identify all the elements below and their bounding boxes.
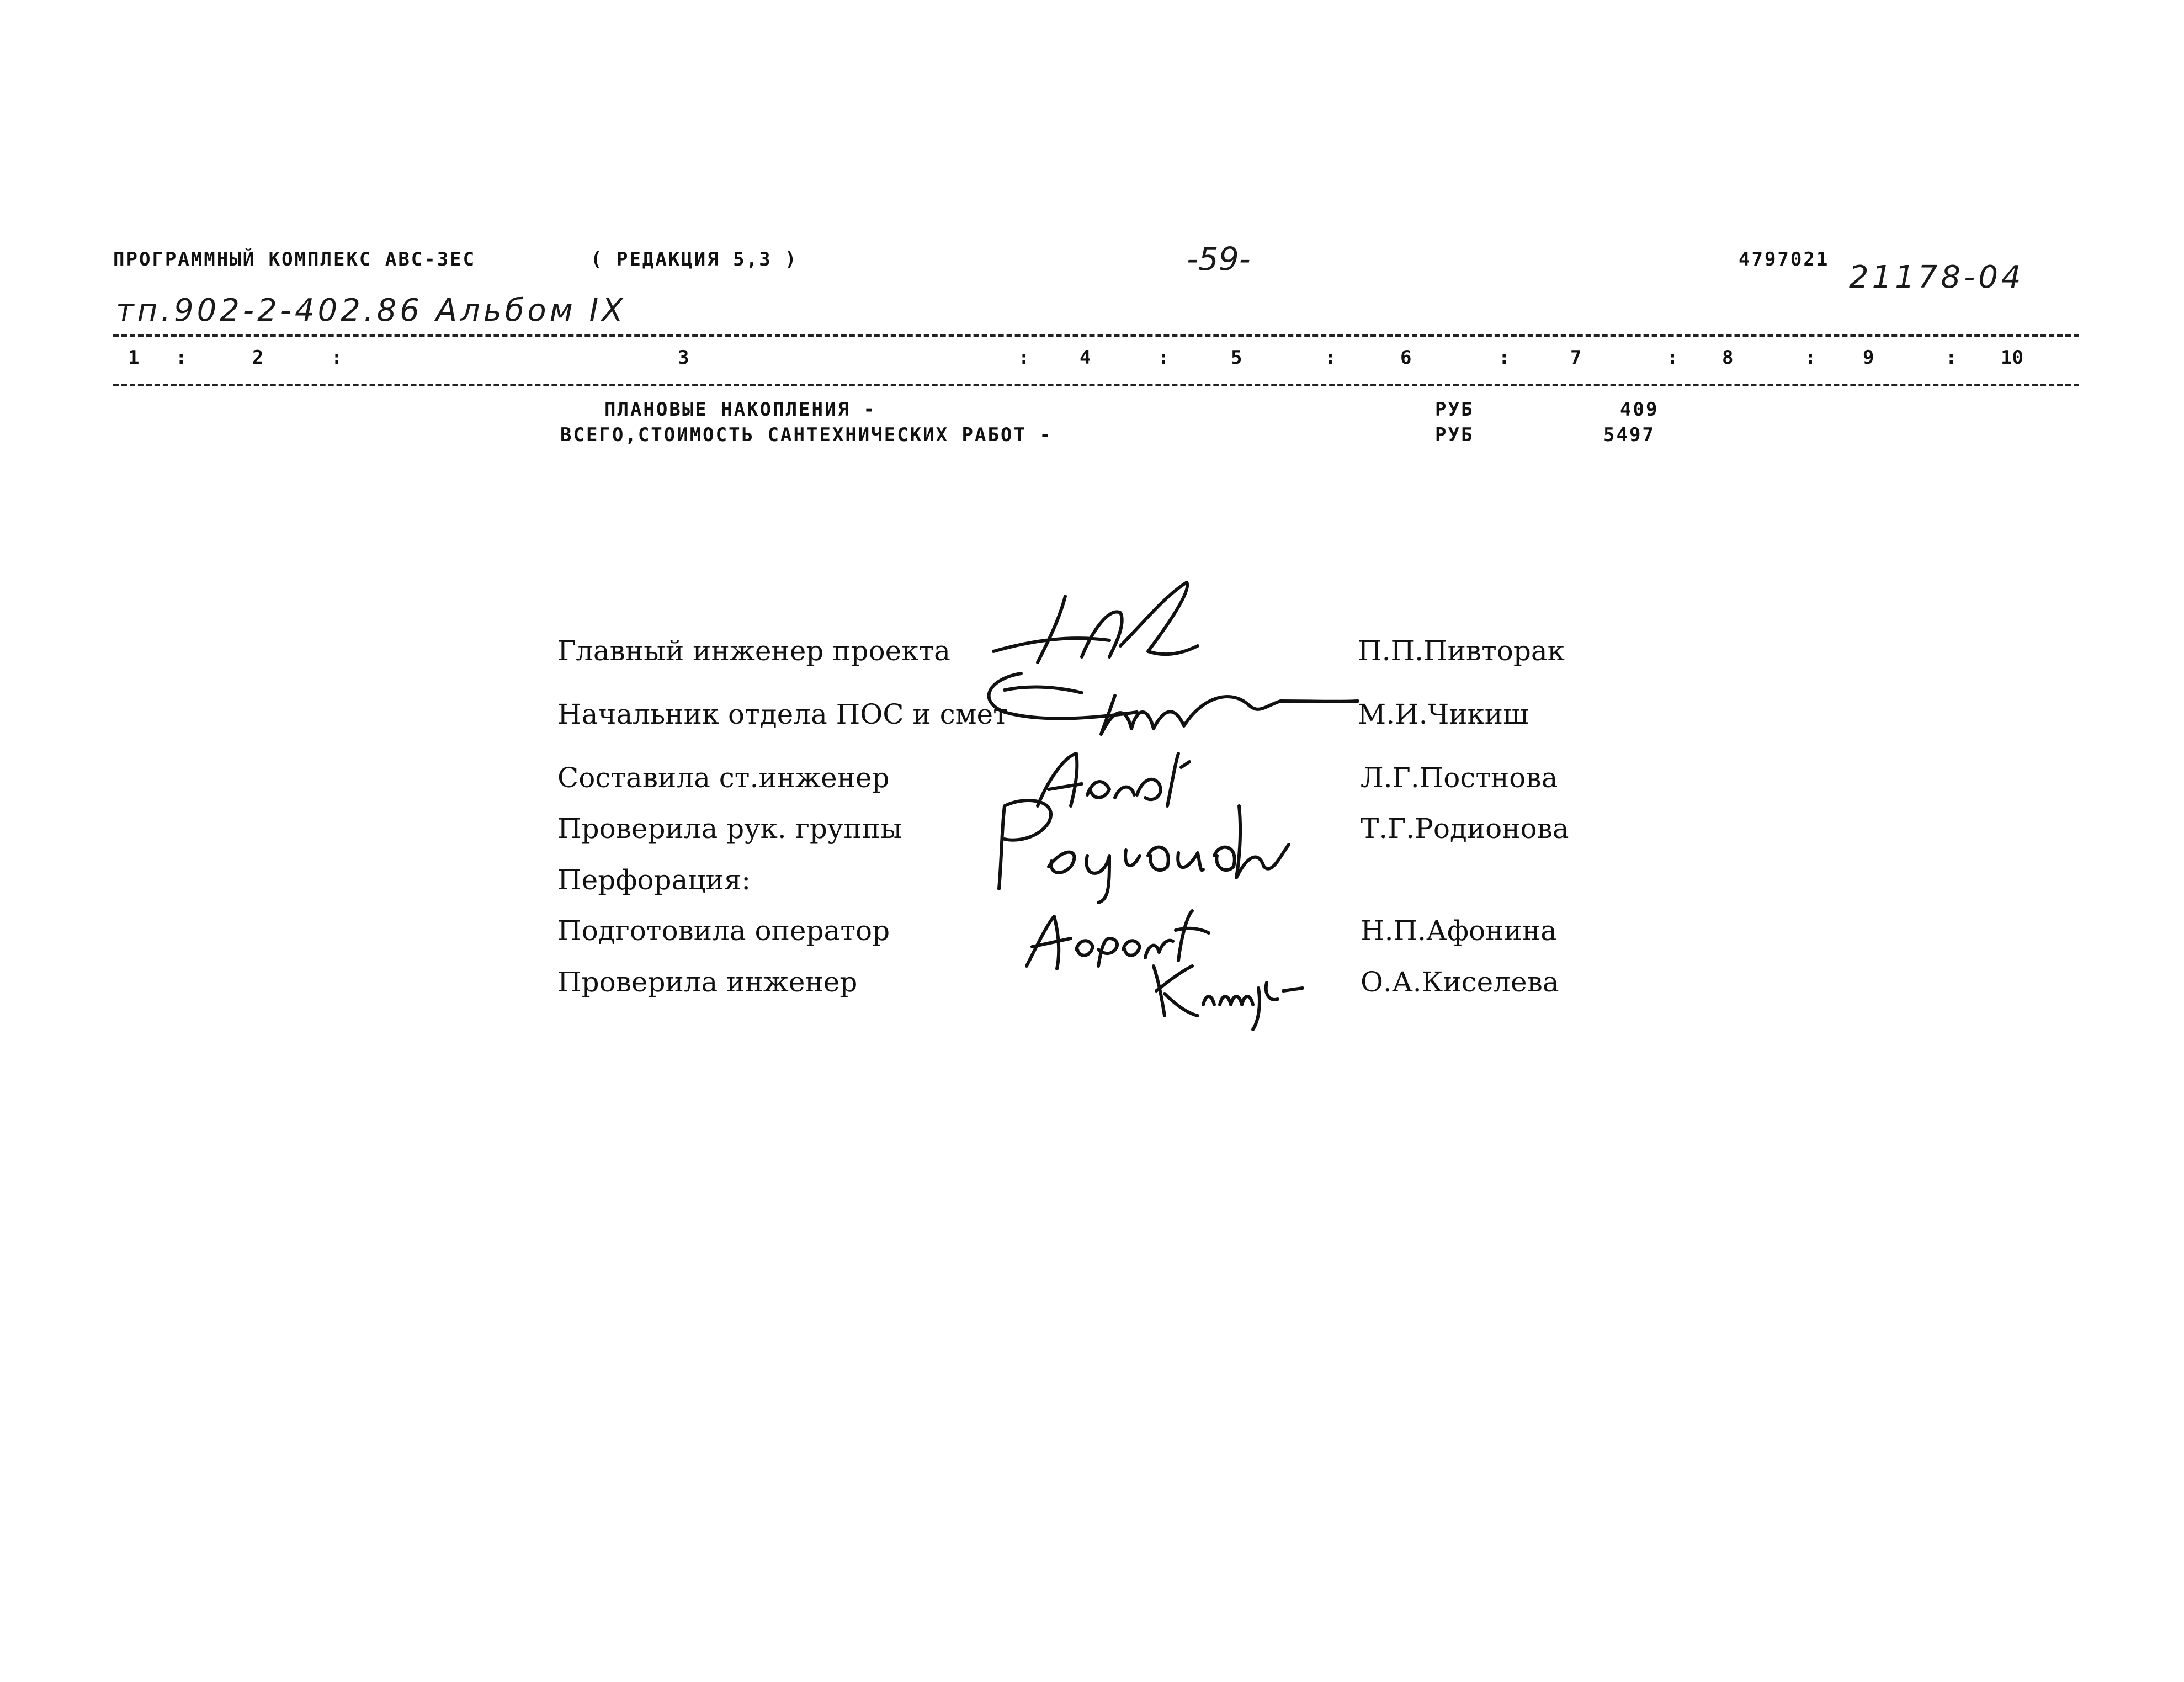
column-number: 5 (1231, 347, 1242, 369)
column-number: 3 (678, 347, 689, 369)
signature-name: Н.П.Афонина (1361, 915, 1557, 947)
page-number: -59- (1187, 240, 1251, 278)
signature-name: М.И.Чикиш (1358, 698, 1529, 730)
signature-name: Т.Г.Родионова (1361, 813, 1569, 845)
column-separator: : (1946, 347, 1957, 369)
column-number: 8 (1722, 347, 1734, 369)
row-label-total-cost: ВСЕГО,СТОИМОСТЬ САНТЕХНИЧЕСКИХ РАБОТ - (560, 424, 1053, 446)
column-number: 1 (128, 347, 140, 369)
handwritten-code: 21178-04 (1849, 259, 2024, 295)
table-top-rule (113, 334, 2079, 337)
signature-name: О.А.Киселева (1361, 966, 1559, 998)
column-separator: : (1018, 347, 1030, 369)
column-separator: : (1158, 347, 1170, 369)
column-number: 10 (2001, 347, 2023, 369)
signature-role: Проверила рук. группы (557, 813, 902, 845)
program-title: ПРОГРАММНЫЙ КОМПЛЕКС АВС-3ЕС (113, 248, 476, 270)
signature-scribble-department-head (971, 662, 1369, 745)
column-separator: : (1805, 347, 1816, 369)
column-number: 7 (1570, 347, 1582, 369)
column-number: 4 (1080, 347, 1091, 369)
signature-name: П.П.Пивторак (1358, 635, 1565, 667)
row-label-planned-savings: ПЛАНОВЫЕ НАКОПЛЕНИЯ - (604, 399, 876, 421)
row-value: 409 (1620, 399, 1659, 421)
column-number: 2 (252, 347, 264, 369)
signature-role: Составила ст.инженер (557, 762, 890, 794)
signature-section-label: Перфорация: (557, 864, 751, 896)
handwritten-reference: тп.902-2-402.86 Альбом IX (116, 293, 626, 328)
signature-scribble-chief-engineer (982, 574, 1214, 673)
document-code: 4797021 (1739, 248, 1830, 270)
edition-label: ( РЕДАКЦИЯ 5,3 ) (591, 248, 798, 270)
signature-role: Проверила инженер (557, 966, 858, 998)
table-header-rule (113, 384, 2079, 386)
column-separator: : (1325, 347, 1336, 369)
signature-role: Главный инженер проекта (557, 635, 950, 667)
column-separator: : (176, 347, 187, 369)
column-separator: : (331, 347, 343, 369)
row-unit: РУБ (1435, 399, 1474, 421)
signature-scribble-rodionova (982, 789, 1292, 905)
column-separator: : (1498, 347, 1510, 369)
column-separator: : (1667, 347, 1678, 369)
signature-role: Подготовила оператор (557, 915, 890, 947)
row-value: 5497 (1603, 424, 1655, 446)
signature-role: Начальник отдела ПОС и смет (557, 698, 1008, 730)
signature-scribble-kiseleva (1143, 949, 1308, 1032)
signature-name: Л.Г.Постнова (1361, 762, 1558, 794)
row-unit: РУБ (1435, 424, 1474, 446)
column-number: 9 (1863, 347, 1874, 369)
column-number: 6 (1400, 347, 1412, 369)
